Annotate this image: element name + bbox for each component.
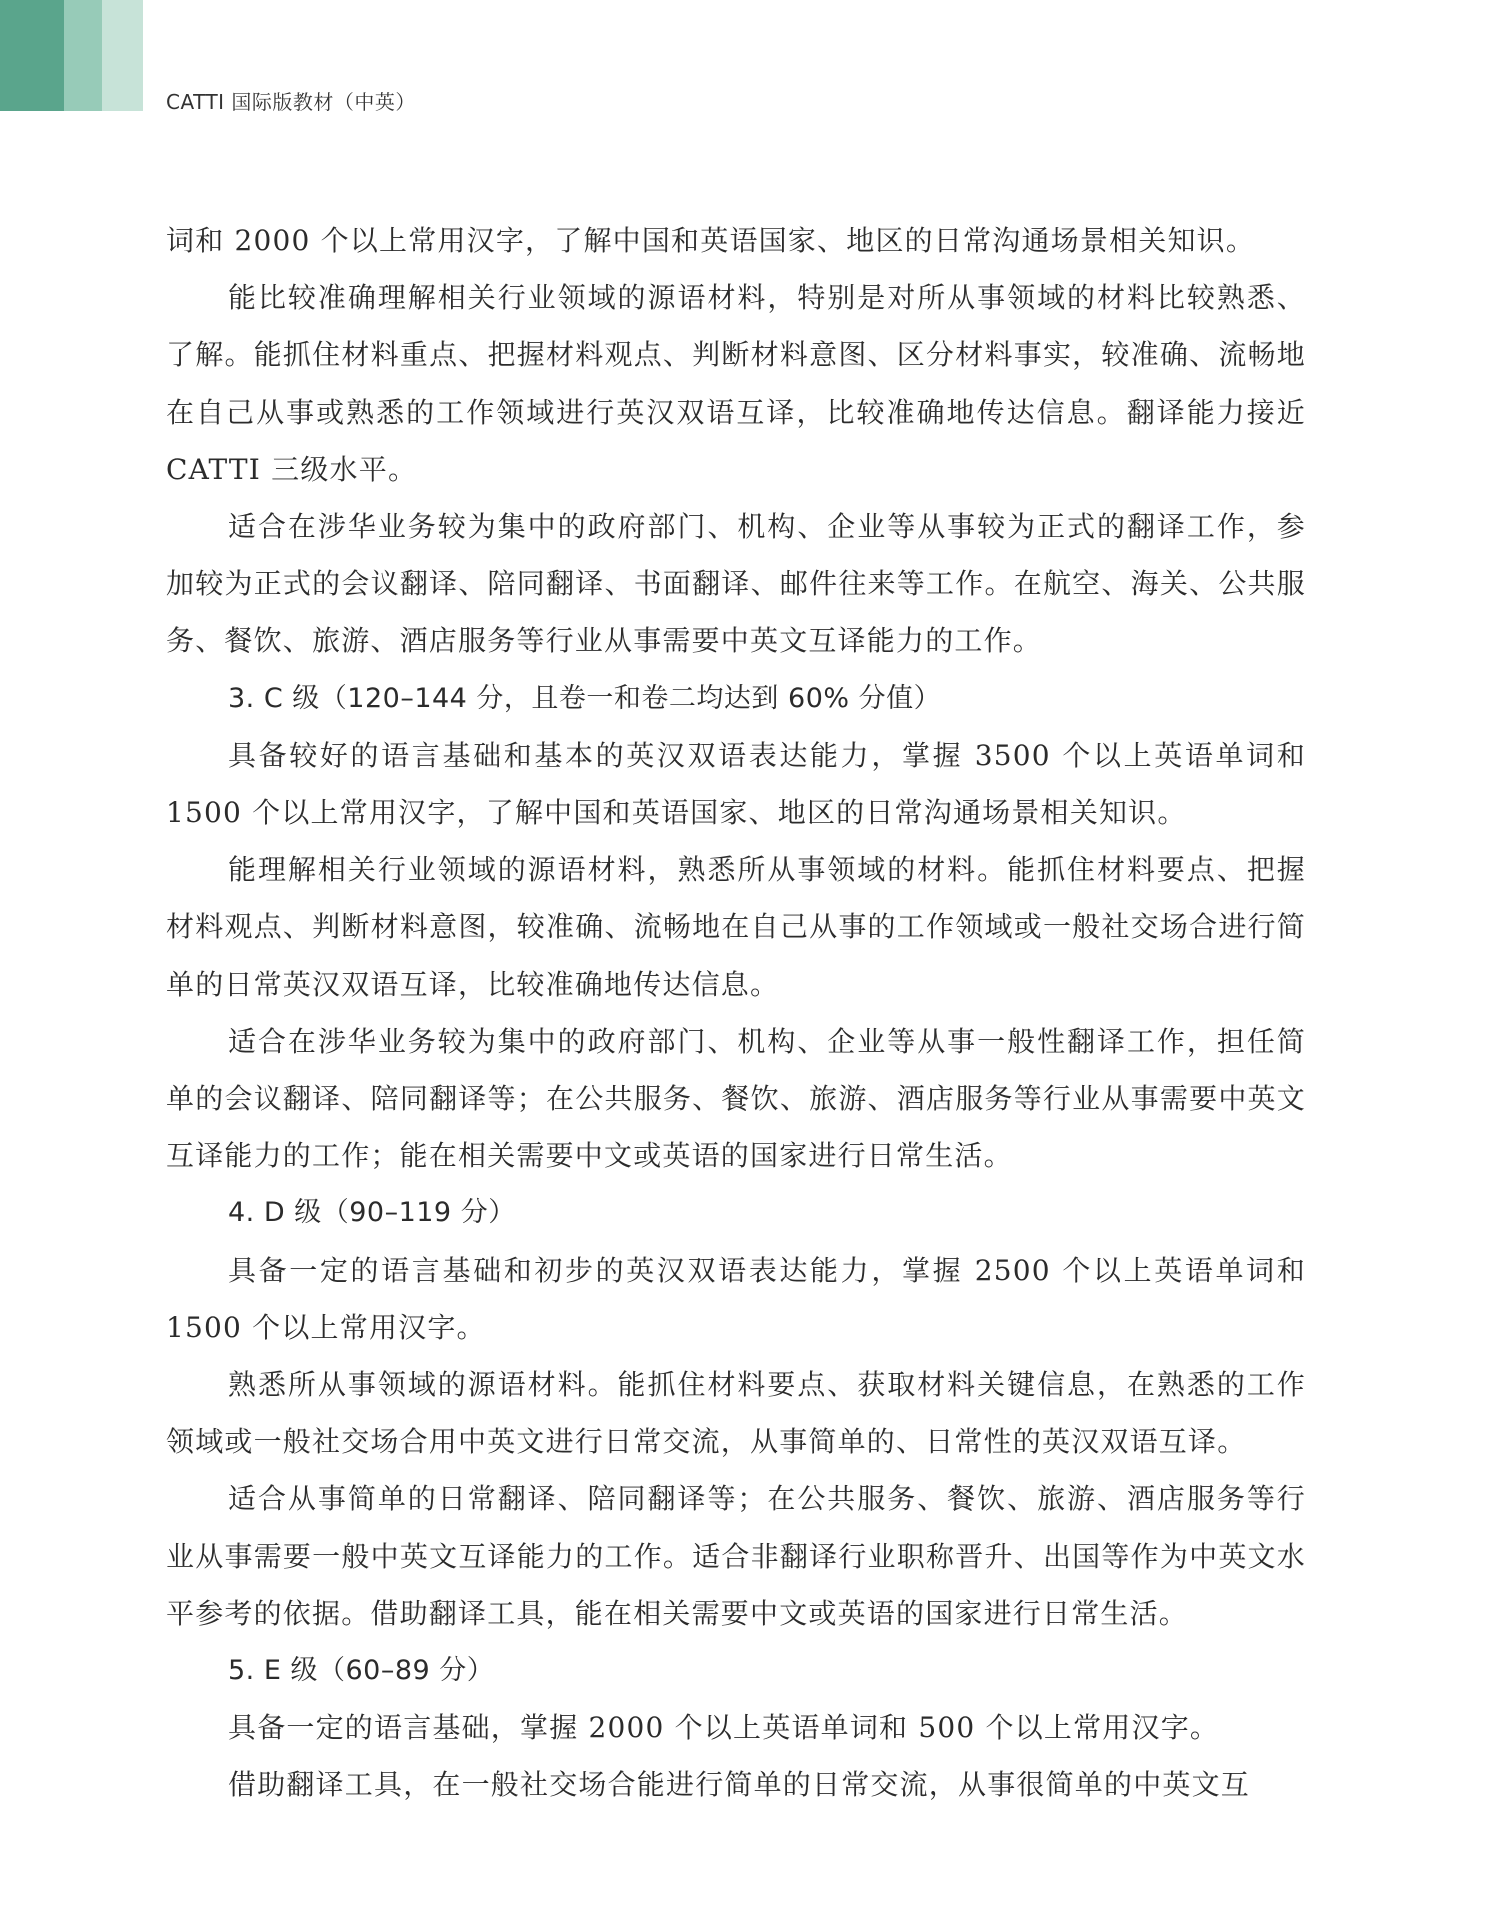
section-heading-level-e: 5. E 级（60–89 分） bbox=[228, 1655, 495, 1687]
section-heading-level-c: 3. C 级（120–144 分，且卷一和卷二均达到 60% 分值） bbox=[228, 682, 942, 714]
paragraph: 借助翻译工具，在一般社交场合能进行简单的日常交流，从事很简单的中英文互 bbox=[228, 1768, 1251, 1802]
paragraph: 具备较好的语言基础和基本的英汉双语表达能力，掌握 3500 个以上英语单词和 1500 个以上常用汉字，了解中国和英语国家、地区的日常沟通场景相关知识。 bbox=[166, 738, 1306, 830]
corner-decoration-light bbox=[102, 0, 143, 111]
section-heading-level-d: 4. D 级（90–119 分） bbox=[228, 1197, 516, 1229]
paragraph: 具备一定的语言基础和初步的英汉双语表达能力，掌握 2500 个以上英语单词和 1500 个以上常用汉字。 bbox=[166, 1253, 1306, 1344]
running-header-title: CATTI 国际版教材（中英） bbox=[166, 90, 416, 114]
paragraph: 熟悉所从事领域的源语材料。能抓住材料要点、获取材料关键信息，在熟悉的工作领域或一般社交场合用中英文进行日常交流，从事简单的、日常性的英汉双语互译。 bbox=[166, 1368, 1306, 1459]
paragraph-continued: 词和 2000 个以上常用汉字，了解中国和英语国家、地区的日常沟通场景相关知识。 bbox=[166, 224, 1256, 257]
paragraph: 具备一定的语言基础，掌握 2000 个以上英语单词和 500 个以上常用汉字。 bbox=[228, 1711, 1220, 1745]
paragraph: 适合从事简单的日常翻译、陪同翻译等；在公共服务、餐饮、旅游、酒店服务等行业从事需要一般中英文互译能力的工作。适合非翻译行业职称晋升、出国等作为中英文水平参考的依据。借助翻译工具，能在相关需要中文或英语的国家进行日常生活。 bbox=[166, 1482, 1306, 1630]
paragraph: 能比较准确理解相关行业领域的源语材料，特别是对所从事领域的材料比较熟悉、了解。能抓住材料重点、把握材料观点、判断材料意图、区分材料事实，较准确、流畅地在自己从事或熟悉的工作领域进行英汉双语互译，比较准确地传达信息。翻译能力接近 CATTI 三级水平。 bbox=[166, 281, 1306, 486]
corner-decoration-mid bbox=[64, 0, 102, 111]
paragraph: 适合在涉华业务较为集中的政府部门、机构、企业等从事一般性翻译工作，担任简单的会议翻译、陪同翻译等；在公共服务、餐饮、旅游、酒店服务等行业从事需要中英文互译能力的工作；能在相关需要中文或英语的国家进行日常生活。 bbox=[166, 1024, 1306, 1173]
corner-decoration-dark bbox=[0, 0, 64, 111]
page-body bbox=[166, 212, 1306, 1814]
paragraph: 适合在涉华业务较为集中的政府部门、机构、企业等从事较为正式的翻译工作，参加较为正式的会议翻译、陪同翻译、书面翻译、邮件往来等工作。在航空、海关、公共服务、餐饮、旅游、酒店服务等行业从事需要中英文互译能力的工作。 bbox=[166, 510, 1306, 658]
paragraph: 能理解相关行业领域的源语材料，熟悉所从事领域的材料。能抓住材料要点、把握材料观点、判断材料意图，较准确、流畅地在自己从事的工作领域或一般社交场合进行简单的日常英汉双语互译，比较准确地传达信息。 bbox=[166, 853, 1306, 1001]
